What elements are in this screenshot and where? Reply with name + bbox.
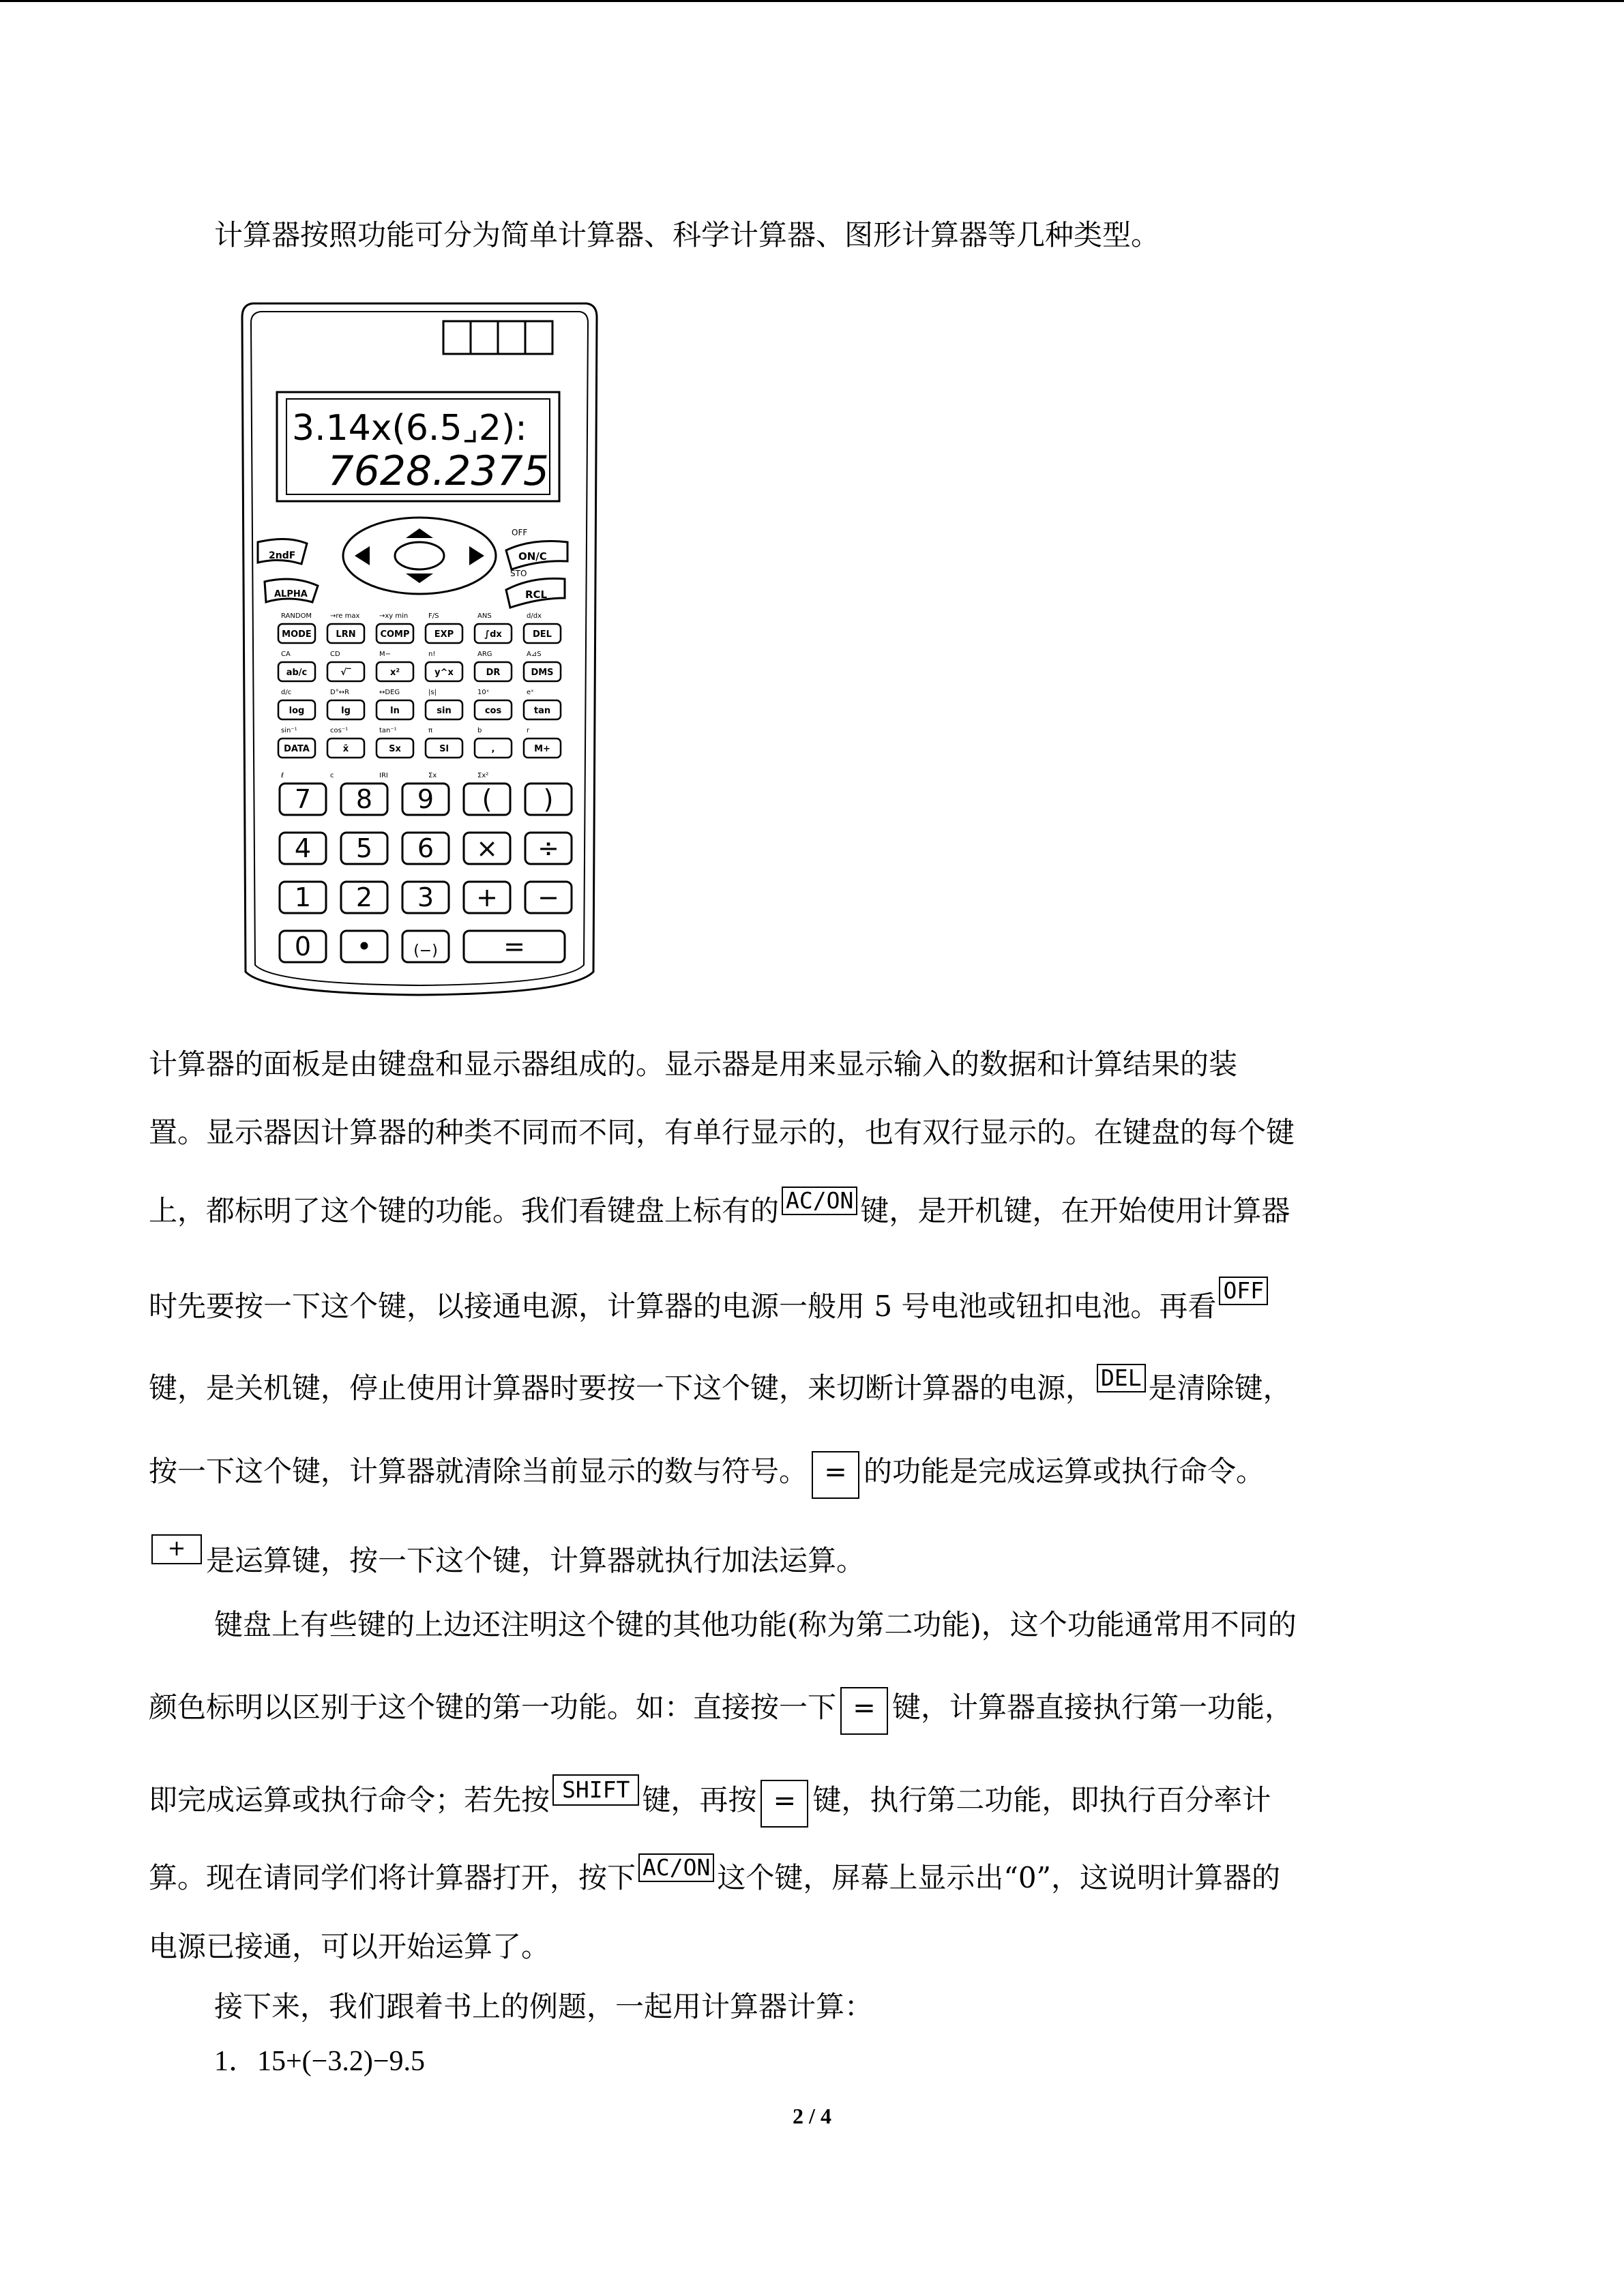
calc-number-key-label: 3 <box>417 882 434 912</box>
p2-line4b: 这个键，屏幕上显示出“0”，这说明计算器的 <box>717 1861 1281 1894</box>
key-alpha: ALPHA <box>274 589 308 599</box>
p1-line6b: 的功能是完成运算或执行命令。 <box>863 1455 1265 1488</box>
calc-number-key-label: 1 <box>294 882 312 912</box>
calc-number-key-label: 6 <box>417 833 434 863</box>
calc-second-function-label: IRI <box>379 772 388 779</box>
calc-number-key-label: 5 <box>355 833 373 863</box>
p1-line3a: 上，都标明了这个键的功能。我们看键盘上标有的 <box>149 1194 780 1227</box>
key-off-label: OFF <box>512 528 528 537</box>
calc-small-key-label: MODE <box>282 629 312 640</box>
calc-second-function-label: ANS <box>477 612 492 620</box>
del-key: DEL <box>1097 1364 1146 1392</box>
p2-line2b: 键，计算器直接执行第一功能， <box>892 1690 1294 1724</box>
top-rule <box>0 0 1624 2</box>
calc-small-key-label: , <box>491 744 495 754</box>
example-1: 1．15+(−3.2)−9.5 <box>214 2046 426 2077</box>
p1-line6 <box>149 1451 1458 1499</box>
calc-second-function-label: 10ˣ <box>477 689 490 696</box>
calc-small-key-label: x̄ <box>342 744 349 754</box>
key-on-c: ON/C <box>518 550 547 563</box>
p2-line2 <box>149 1687 1458 1735</box>
p1-line5b: 是清除键， <box>1148 1371 1292 1405</box>
calc-bottom-key-label: (−) <box>413 942 438 959</box>
display-line1: 3.14x(6.5⌟2): <box>292 408 527 449</box>
calc-second-function-label: cos⁻¹ <box>330 727 349 734</box>
p2-line3b: 键，再按 <box>642 1783 757 1817</box>
calc-small-key-label: x² <box>389 668 400 678</box>
calc-second-function-label: CD <box>330 651 340 658</box>
key-sto-label: STO <box>510 569 527 578</box>
calc-small-key-label: ab/c <box>286 668 308 678</box>
calc-second-function-label: r <box>527 727 530 734</box>
p1-line3 <box>149 1187 1458 1227</box>
calc-second-function-label: c <box>330 772 334 779</box>
calc-bottom-key-label: = <box>503 931 525 961</box>
calc-second-function-label: d/c <box>281 689 292 696</box>
calc-second-function-label: →xy min <box>379 612 409 620</box>
calc-second-function-label: F/S <box>428 612 439 620</box>
calc-small-key-label: DR <box>486 668 501 678</box>
p1-line4a: 时先要按一下这个键，以接通电源，计算器的电源一般用 5 号电池或钮扣电池。再看 <box>149 1289 1217 1323</box>
calc-small-key-label: Sx <box>389 744 401 754</box>
calc-number-key-label: 2 <box>355 882 373 912</box>
calc-second-function-label: A⊿S <box>527 651 542 658</box>
key-rcl: RCL <box>525 588 548 601</box>
ac-on-key-2: AC/ON <box>638 1853 714 1882</box>
calc-number-key-label: 4 <box>294 833 312 863</box>
p3-text: 接下来，我们跟着书上的例题，一起用计算器计算： <box>214 1990 874 2023</box>
calc-bottom-key-label: • <box>356 931 372 961</box>
calc-number-key-label: 7 <box>294 784 312 814</box>
p1-line4 <box>149 1277 1458 1322</box>
p1-line6a: 按一下这个键，计算器就清除当前显示的数与符号。 <box>149 1455 808 1488</box>
calc-small-key-label: Sl <box>439 744 449 754</box>
calc-second-function-label: Σx² <box>477 772 489 779</box>
p2-line4a: 算。现在请同学们将计算器打开，按下 <box>149 1861 636 1894</box>
calc-second-function-label: CA <box>281 651 291 658</box>
calc-number-key-label: × <box>476 833 498 863</box>
display-line2: 7628.2375 <box>327 447 549 495</box>
p2-line5: 电源已接通，可以开始运算了。 <box>149 1930 550 1963</box>
calc-number-key-label: ÷ <box>537 833 559 863</box>
equals-key: = <box>812 1451 859 1499</box>
calc-number-key-label: 9 <box>417 784 434 814</box>
calc-small-key-label: DEL <box>533 629 552 640</box>
calc-second-function-label: n! <box>428 651 436 658</box>
calc-second-function-label: b <box>477 727 482 734</box>
calc-small-key-label: tan <box>533 706 551 716</box>
calc-second-function-label: M− <box>379 651 392 658</box>
calc-second-function-label: Σx <box>428 772 437 779</box>
p2-line3 <box>149 1774 1458 1828</box>
calc-second-function-label: ↔DEG <box>379 689 400 696</box>
key-2ndf: 2ndF <box>269 550 296 561</box>
p2-line3c: 键，执行第二功能，即执行百分率计 <box>812 1783 1271 1817</box>
calc-second-function-label: →re max <box>330 612 360 620</box>
calc-small-key-label: cos <box>484 706 502 716</box>
calc-small-key-label: ∫dx <box>484 629 502 640</box>
calc-small-key-label: sin <box>437 706 452 716</box>
calc-small-key-label: DMS <box>531 668 554 678</box>
calc-second-function-label: ARG <box>477 651 492 658</box>
off-key: OFF <box>1219 1277 1268 1305</box>
calc-second-function-label: d/dx <box>527 612 542 620</box>
calc-second-function-label: sin⁻¹ <box>281 727 297 734</box>
calc-second-function-label: |s| <box>428 689 437 696</box>
calculator-illustration <box>239 297 600 999</box>
p1-line5 <box>149 1364 1458 1404</box>
p1-line7-text: 是运算键，按一下这个键，计算器就执行加法运算。 <box>206 1544 866 1577</box>
equals-key-2: = <box>840 1687 888 1735</box>
p2-line4 <box>149 1853 1458 1894</box>
page-number: 2 / 4 <box>793 2104 831 2128</box>
calc-small-key-label: lg <box>341 706 351 716</box>
p1-line1: 计算器的面板是由键盘和显示器组成的。显示器是用来显示输入的数据和计算结果的装 <box>149 1047 1238 1081</box>
p2-line1: 键盘上有些键的上边还注明这个键的其他功能(称为第二功能)，这个功能通常用不同的 <box>214 1608 1297 1641</box>
p2-line3a: 即完成运算或执行命令；若先按 <box>149 1783 550 1817</box>
calc-small-key-label: EXP <box>434 629 454 640</box>
calc-small-key-label: ln <box>390 706 400 716</box>
calc-number-key-label: ) <box>543 784 554 814</box>
calc-second-function-label: RANDOM <box>281 612 312 620</box>
intro-text: 计算器按照功能可分为简单计算器、科学计算器、图形计算器等几种类型。 <box>214 218 1160 252</box>
calc-small-key-label: M+ <box>534 744 550 754</box>
calc-bottom-key-label: 0 <box>294 931 312 961</box>
calc-second-function-label: ℓ <box>281 772 284 779</box>
calc-number-key-label: + <box>476 882 498 912</box>
calc-number-key-label: ( <box>482 784 492 814</box>
calc-second-function-label: D°↔R <box>330 689 350 696</box>
equals-key-3: = <box>761 1780 808 1828</box>
calc-number-key-label: − <box>537 882 559 912</box>
calc-small-key-label: log <box>289 706 305 716</box>
calc-small-key-label: √‾ <box>340 668 351 678</box>
calc-small-key-label: COMP <box>380 629 410 640</box>
calc-small-key-label: LRN <box>336 629 356 640</box>
calc-small-key-label: y^x <box>434 668 454 678</box>
calc-second-function-label: π <box>428 727 433 734</box>
p1-line3b: 键，是开机键，在开始使用计算器 <box>860 1194 1290 1227</box>
p1-line5a: 键，是关机键，停止使用计算器时要按一下这个键，来切断计算器的电源， <box>149 1371 1095 1405</box>
p2-line2a: 颜色标明以区别于这个键的第一功能。如：直接按一下 <box>149 1690 837 1724</box>
calc-second-function-label: tan⁻¹ <box>379 727 397 734</box>
calc-number-key-label: 8 <box>355 784 373 814</box>
p1-line7 <box>151 1534 1461 1577</box>
calc-second-function-label: eˣ <box>527 689 534 696</box>
ac-on-key: AC/ON <box>782 1187 857 1215</box>
shift-key: SHIFT <box>552 1774 639 1806</box>
p1-line2: 置。显示器因计算器的种类不同而不同，有单行显示的，也有双行显示的。在键盘的每个键 <box>149 1116 1295 1149</box>
plus-key: + <box>151 1534 202 1564</box>
calc-small-key-label: DATA <box>284 744 310 754</box>
